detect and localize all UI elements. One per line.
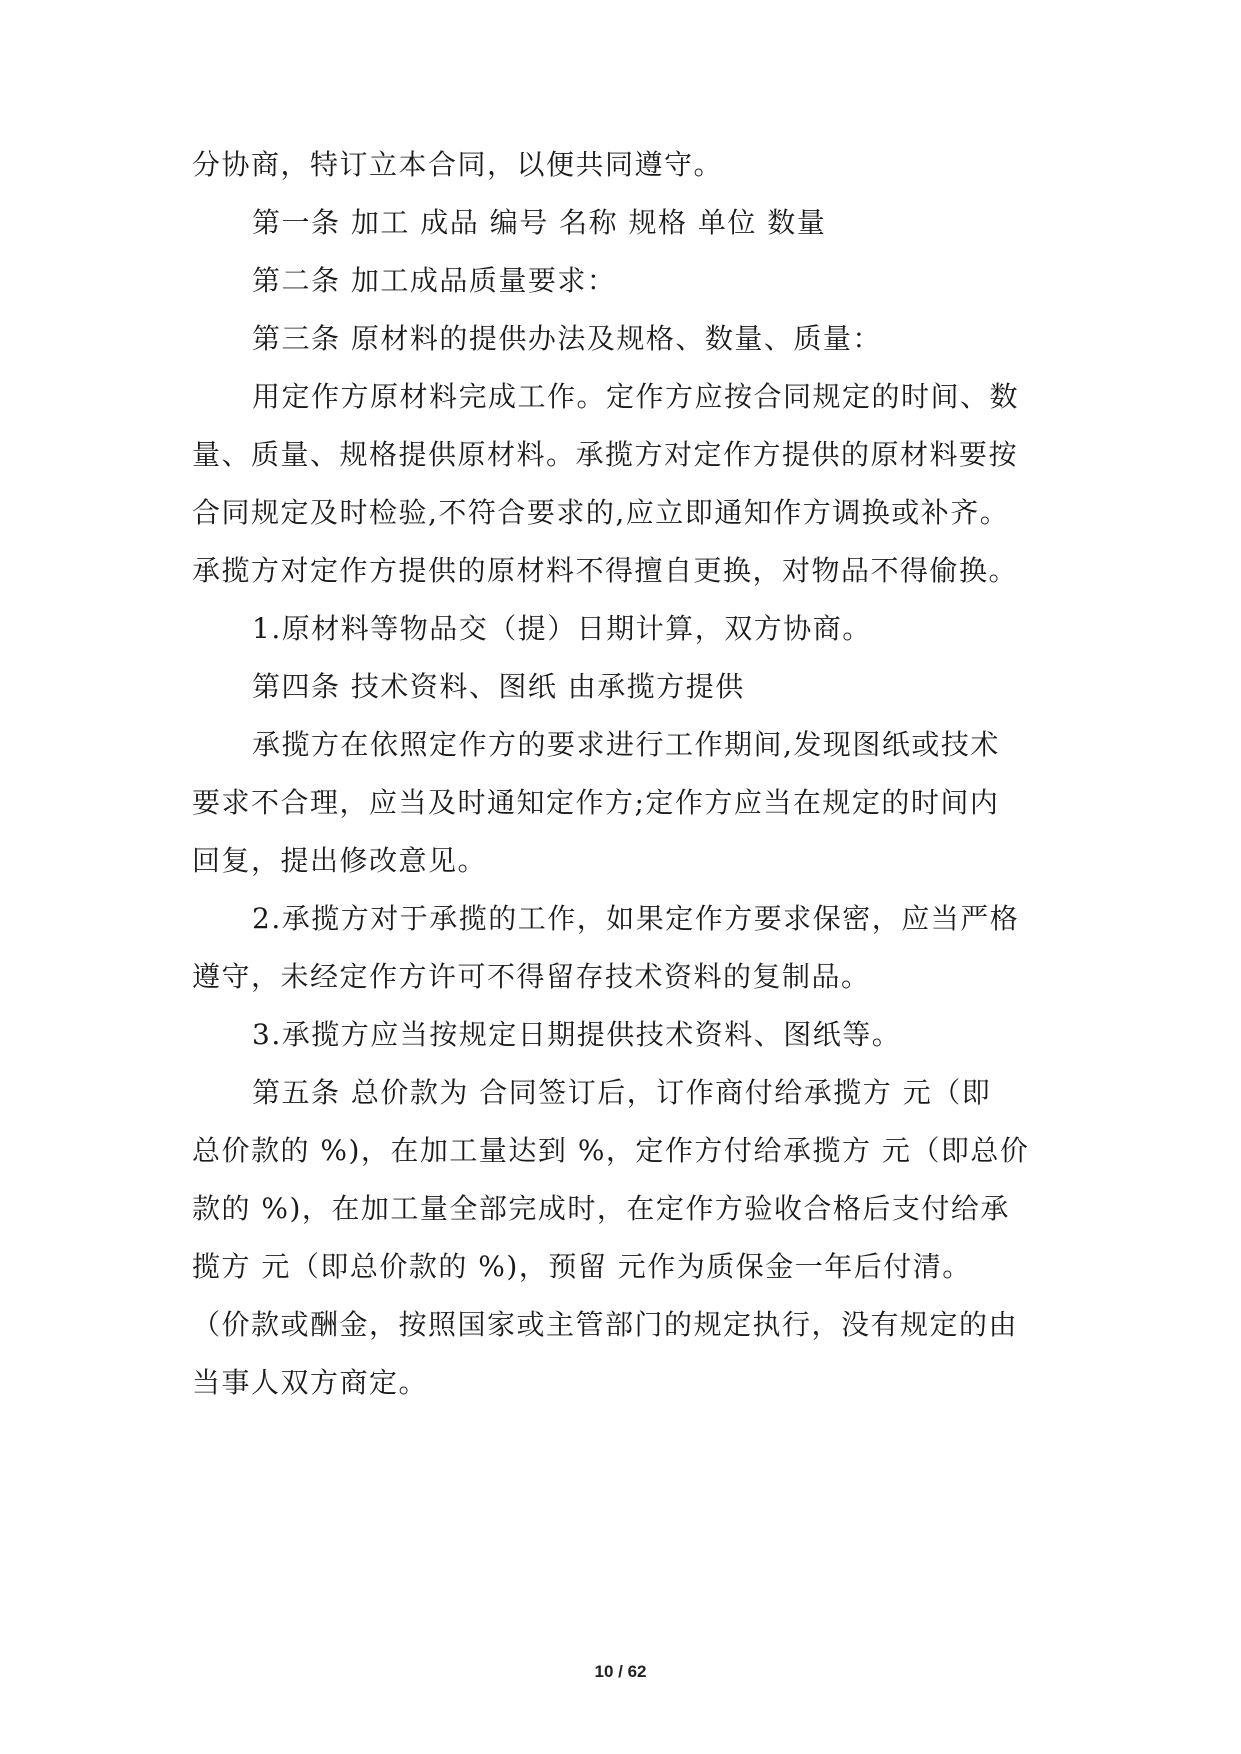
paragraph-line: 款的 %)，在加工量全部完成时，在定作方验收合格后支付给承 bbox=[192, 1192, 1010, 1225]
paragraph-line: 承揽方在依照定作方的要求进行工作期间,发现图纸或技术 bbox=[252, 728, 1000, 761]
article-heading: 第一条 加工 成品 编号 名称 规格 单位 数量 bbox=[252, 206, 827, 239]
paragraph-line: 总价款的 %)，在加工量达到 %，定作方付给承揽方 元（即总价 bbox=[192, 1134, 1030, 1167]
article-heading: 第二条 加工成品质量要求： bbox=[252, 264, 617, 297]
paragraph-line: 量、质量、规格提供原材料。承揽方对定作方提供的原材料要按 bbox=[192, 438, 1019, 471]
article-heading: 第四条 技术资料、图纸 由承揽方提供 bbox=[252, 670, 745, 703]
article-heading: 第三条 原材料的提供办法及规格、数量、质量： bbox=[252, 322, 882, 355]
paragraph-line: 要求不合理，应当及时通知定作方;定作方应当在规定的时间内 bbox=[192, 786, 1000, 819]
paragraph-line: 用定作方原材料完成工作。定作方应按合同规定的时间、数 bbox=[252, 380, 1020, 413]
paragraph-line: 分协商，特订立本合同，以便共同遵守。 bbox=[192, 148, 724, 181]
paragraph-line: 揽方 元（即总价款的 %)，预留 元作为质保金一年后付清。 bbox=[192, 1250, 972, 1283]
article-heading: 第五条 总价款为 合同签订后，订作商付给承揽方 元（即 bbox=[252, 1076, 992, 1109]
list-item: 3.承揽方应当按规定日期提供技术资料、图纸等。 bbox=[252, 1018, 902, 1051]
page-number: 10 / 62 bbox=[594, 1662, 647, 1681]
paragraph-line: 合同规定及时检验,不符合要求的,应立即通知作方调换或补齐。 bbox=[192, 496, 1010, 529]
paragraph-line: 承揽方对定作方提供的原材料不得擅自更换，对物品不得偷换。 bbox=[192, 554, 1019, 587]
paragraph-line: 回复，提出修改意见。 bbox=[192, 844, 488, 877]
paragraph-line: 遵守，未经定作方许可不得留存技术资料的复制品。 bbox=[192, 960, 871, 993]
paragraph-line: （价款或酬金，按照国家或主管部门的规定执行，没有规定的由 bbox=[192, 1308, 1019, 1341]
list-item: 1.原材料等物品交（提）日期计算，双方协商。 bbox=[252, 612, 872, 645]
list-item: 2.承揽方对于承揽的工作，如果定作方要求保密，应当严格 bbox=[252, 902, 1020, 935]
paragraph-line: 当事人双方商定。 bbox=[192, 1366, 429, 1399]
